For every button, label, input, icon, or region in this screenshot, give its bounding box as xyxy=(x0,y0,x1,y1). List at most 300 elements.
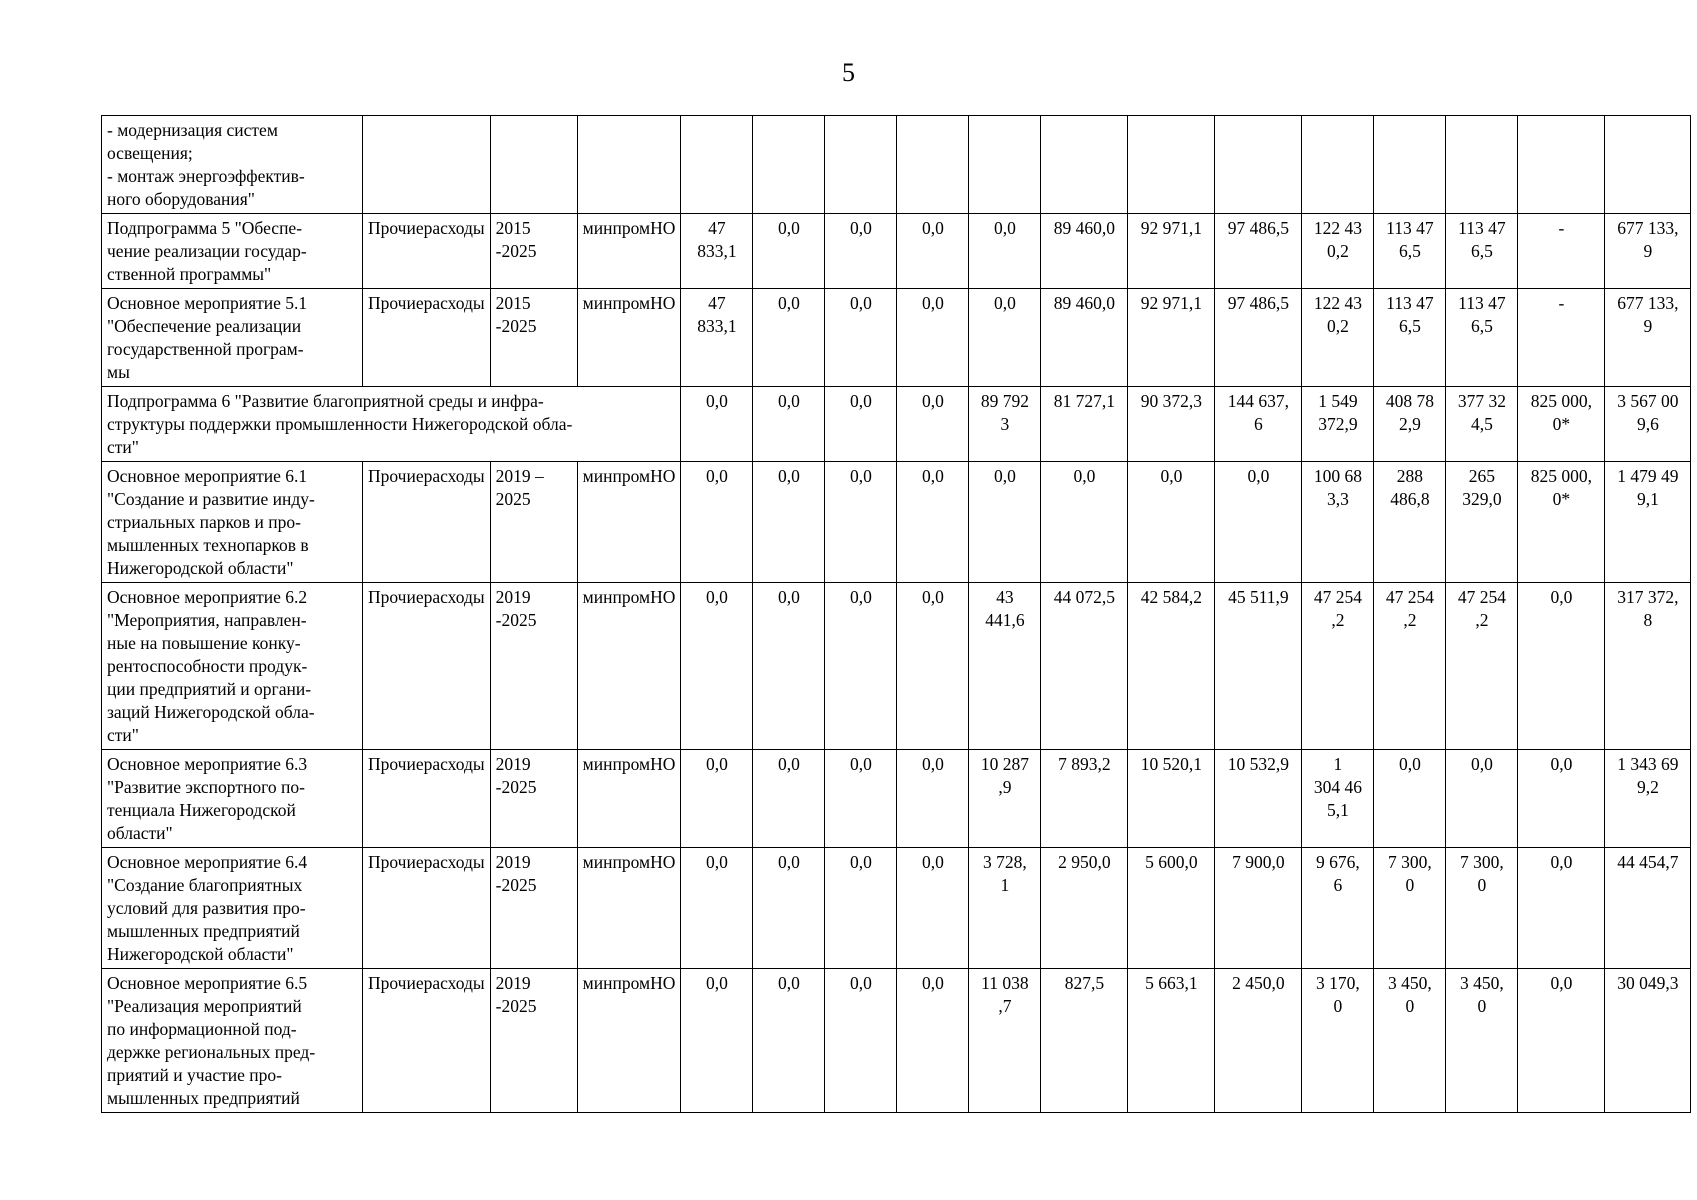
value-cell xyxy=(1605,848,1691,969)
value-cell-line: 89 792 xyxy=(980,391,1029,411)
value-cell xyxy=(1605,289,1691,387)
value-cell-line: 0,0 xyxy=(921,218,944,238)
value-cell xyxy=(897,462,969,583)
value-cell-line: 0,0 xyxy=(777,587,800,607)
row-name-cell-line: "Создание и развитие инду- xyxy=(107,489,315,509)
row-name-cell-line: сти" xyxy=(107,437,139,457)
expense-type-cell-line: расходы xyxy=(423,466,485,486)
value-cell-line: 5 600,0 xyxy=(1145,852,1198,872)
expense-type-cell xyxy=(363,583,491,750)
value-cell-line: 0,0 xyxy=(705,852,728,872)
value-cell-line: 122 43 xyxy=(1313,293,1362,313)
row-name-cell-line: по информационной под- xyxy=(107,1019,297,1039)
row-name-cell-line: "Создание благоприятных xyxy=(107,875,303,895)
value-cell-line: 317 372, xyxy=(1617,587,1679,607)
value-cell-line: 113 47 xyxy=(1458,293,1506,313)
table-row xyxy=(102,289,1691,387)
value-cell-line: 0,0 xyxy=(921,293,944,313)
value-cell-line: 6,5 xyxy=(1398,241,1421,261)
value-cell-line: 0,0 xyxy=(993,218,1016,238)
value-cell xyxy=(1041,848,1128,969)
value-cell xyxy=(1302,116,1374,214)
executor-cell-line: НО xyxy=(650,466,676,486)
value-cell xyxy=(1041,750,1128,848)
value-cell-line: - xyxy=(1558,218,1565,238)
row-name-cell-line: тенциала Нижегородской xyxy=(107,800,296,820)
value-cell xyxy=(1605,750,1691,848)
value-cell-line: 0,0 xyxy=(705,391,728,411)
value-cell xyxy=(1128,750,1215,848)
value-cell xyxy=(1518,214,1605,289)
value-cell-line: 7 900,0 xyxy=(1232,852,1285,872)
expense-type-cell-line: расходы xyxy=(423,973,485,993)
expense-type-cell-line: Прочие xyxy=(368,218,424,238)
row-name-cell xyxy=(102,583,363,750)
row-name-cell-line: области" xyxy=(107,823,173,843)
value-cell-line: 4,5 xyxy=(1470,414,1493,434)
value-cell-line: 0,0 xyxy=(849,754,872,774)
value-cell-line: 0,2 xyxy=(1326,241,1349,261)
value-cell xyxy=(1041,969,1128,1113)
expense-type-cell xyxy=(363,750,491,848)
row-name-cell-line: освещения; xyxy=(107,143,193,163)
value-cell-line: 0 xyxy=(1333,996,1343,1016)
value-cell xyxy=(1128,462,1215,583)
table-row xyxy=(102,583,1691,750)
row-name-cell-line: Подпрограмма 5 "Обеспе- xyxy=(107,218,303,238)
value-cell xyxy=(1446,116,1518,214)
value-cell-line: 833,1 xyxy=(697,316,737,336)
row-name-cell-line: "Реализация мероприятий xyxy=(107,996,302,1016)
value-cell xyxy=(1374,969,1446,1113)
value-cell-line: 0,0 xyxy=(993,293,1016,313)
value-cell xyxy=(1215,969,1302,1113)
value-cell xyxy=(1302,969,1374,1113)
row-name-cell-line: мышленных предприятий xyxy=(107,921,300,941)
value-cell-line: 6 xyxy=(1333,875,1343,895)
value-cell-line: 97 486,5 xyxy=(1227,218,1290,238)
value-cell-line: 0,0 xyxy=(705,466,728,486)
value-cell xyxy=(753,462,825,583)
value-cell-line: 1 343 69 xyxy=(1617,754,1679,774)
value-cell-line: 10 520,1 xyxy=(1140,754,1203,774)
executor-cell xyxy=(577,214,681,289)
value-cell-line: 10 532,9 xyxy=(1227,754,1290,774)
executor-cell xyxy=(577,969,681,1113)
expense-type-cell xyxy=(363,289,491,387)
value-cell-line: 0,0 xyxy=(1550,973,1573,993)
executor-cell-line: минпром xyxy=(582,973,651,993)
value-cell xyxy=(1215,214,1302,289)
value-cell xyxy=(1374,289,1446,387)
value-cell-line: 9 xyxy=(1643,241,1653,261)
value-cell-line: 89 460,0 xyxy=(1053,293,1116,313)
executor-cell xyxy=(577,750,681,848)
value-cell-line: 92 971,1 xyxy=(1140,293,1203,313)
period-cell-line: 2025 xyxy=(495,489,531,509)
budget-table xyxy=(101,115,1691,1113)
row-name-cell-line: "Развитие экспортного по- xyxy=(107,777,305,797)
row-name-cell-line: Основное мероприятие 5.1 xyxy=(107,293,308,313)
value-cell xyxy=(1446,387,1518,462)
value-cell-line: 90 372,3 xyxy=(1140,391,1203,411)
row-name-cell-line: мы xyxy=(107,362,130,382)
value-cell-line: 0,0 xyxy=(1398,754,1421,774)
value-cell-line: 100 68 xyxy=(1313,466,1362,486)
value-cell-line: 7 300, xyxy=(1460,852,1504,872)
value-cell xyxy=(1041,583,1128,750)
value-cell-line: 825 000, xyxy=(1530,466,1593,486)
executor-cell-line: НО xyxy=(650,852,676,872)
row-name-cell-line: чение реализации государ- xyxy=(107,241,307,261)
expense-type-cell-line: расходы xyxy=(423,852,485,872)
row-name-cell xyxy=(102,462,363,583)
value-cell-line: 5,1 xyxy=(1326,800,1349,820)
executor-cell-line: минпром xyxy=(582,754,651,774)
period-cell-line: 2025 xyxy=(501,610,537,630)
value-cell xyxy=(1374,214,1446,289)
value-cell xyxy=(825,387,897,462)
value-cell xyxy=(1446,750,1518,848)
period-cell-line: 2015 - xyxy=(495,293,531,336)
value-cell-line: 3 170, xyxy=(1316,973,1360,993)
value-cell xyxy=(1128,387,1215,462)
table-row xyxy=(102,214,1691,289)
value-cell xyxy=(1446,289,1518,387)
value-cell-line: 1 549 xyxy=(1318,391,1358,411)
value-cell xyxy=(897,848,969,969)
value-cell-line: 0* xyxy=(1552,489,1571,509)
expense-type-cell xyxy=(363,969,491,1113)
executor-cell-line: минпром xyxy=(582,587,651,607)
period-cell xyxy=(490,583,577,750)
row-name-cell xyxy=(102,116,363,214)
period-cell-line: 2019 - xyxy=(495,587,531,630)
value-cell-line: 3,3 xyxy=(1326,489,1349,509)
value-cell-line: 486,8 xyxy=(1390,489,1430,509)
value-cell xyxy=(1215,583,1302,750)
executor-cell-line: минпром xyxy=(582,466,651,486)
value-cell-line: 113 47 xyxy=(1386,218,1434,238)
value-cell-line: 0,0 xyxy=(849,973,872,993)
value-cell-line: 441,6 xyxy=(985,610,1025,630)
value-cell-line: 0* xyxy=(1552,414,1571,434)
value-cell-line: 1 479 49 xyxy=(1617,466,1679,486)
period-cell-line: 2025 xyxy=(501,241,537,261)
value-cell xyxy=(825,214,897,289)
table-row xyxy=(102,462,1691,583)
value-cell xyxy=(969,848,1041,969)
value-cell xyxy=(825,462,897,583)
value-cell xyxy=(1302,462,1374,583)
expense-type-cell-line: расходы xyxy=(423,754,485,774)
row-name-cell-line: Основное мероприятие 6.3 xyxy=(107,754,308,774)
period-cell-line: 2019 - xyxy=(495,754,531,797)
period-cell xyxy=(490,848,577,969)
period-cell xyxy=(490,969,577,1113)
value-cell-line: 0,0 xyxy=(921,852,944,872)
value-cell xyxy=(1374,462,1446,583)
table-row xyxy=(102,750,1691,848)
value-cell-line: 44 454,7 xyxy=(1617,852,1679,872)
value-cell-line: 0,0 xyxy=(849,218,872,238)
value-cell xyxy=(1605,462,1691,583)
period-cell-line: 2019 - xyxy=(495,852,531,895)
period-cell-line: 2015 - xyxy=(495,218,531,261)
table-row xyxy=(102,387,1691,462)
value-cell-line: 81 727,1 xyxy=(1053,391,1116,411)
row-name-cell-line: Основное мероприятие 6.5 xyxy=(107,973,308,993)
value-cell-line: 677 133, xyxy=(1617,293,1679,313)
value-cell-line: 6,5 xyxy=(1470,241,1493,261)
row-name-cell-line: держке региональных пред- xyxy=(107,1042,316,1062)
value-cell xyxy=(969,214,1041,289)
value-cell-line: 5 663,1 xyxy=(1145,973,1198,993)
row-name-cell-line: сти" xyxy=(107,725,139,745)
value-cell xyxy=(825,848,897,969)
value-cell xyxy=(1446,969,1518,1113)
value-cell-line: 0 xyxy=(1405,875,1415,895)
value-cell xyxy=(897,750,969,848)
row-name-cell-line: структуры поддержки промышленности Нижегородской обла- xyxy=(107,414,573,434)
value-cell-line: ,2 xyxy=(1403,610,1417,630)
value-cell-line: 1 xyxy=(1000,875,1010,895)
value-cell-line: 89 460,0 xyxy=(1053,218,1116,238)
value-cell xyxy=(1446,462,1518,583)
value-cell xyxy=(1128,289,1215,387)
value-cell xyxy=(1215,289,1302,387)
value-cell xyxy=(1518,750,1605,848)
executor-cell-line: минпром xyxy=(582,218,651,238)
value-cell-line: 0,0 xyxy=(1550,754,1573,774)
executor-cell xyxy=(577,848,681,969)
expense-type-cell-line: расходы xyxy=(423,587,485,607)
value-cell-line: 827,5 xyxy=(1064,973,1105,993)
executor-cell-line: НО xyxy=(650,218,676,238)
row-name-cell-line: стриальных парков и про- xyxy=(107,512,301,532)
value-cell xyxy=(1518,969,1605,1113)
value-cell-line: 47 xyxy=(708,293,726,313)
executor-cell-line: НО xyxy=(650,973,676,993)
value-cell xyxy=(897,214,969,289)
value-cell-line: 3 450, xyxy=(1388,973,1432,993)
value-cell-line: 3 728, xyxy=(983,852,1027,872)
value-cell xyxy=(1518,462,1605,583)
value-cell-line: 0,0 xyxy=(777,391,800,411)
value-cell xyxy=(1302,214,1374,289)
value-cell xyxy=(825,583,897,750)
expense-type-cell-line: Прочие xyxy=(368,973,424,993)
value-cell xyxy=(1518,583,1605,750)
row-name-cell-line: "Обеспечение реализации xyxy=(107,316,302,336)
expense-type-cell-line: Прочие xyxy=(368,587,424,607)
value-cell xyxy=(1374,750,1446,848)
value-cell xyxy=(1446,848,1518,969)
value-cell-line: ,9 xyxy=(998,777,1012,797)
value-cell-line: 47 xyxy=(708,218,726,238)
row-name-cell-line: "Мероприятия, направлен- xyxy=(107,610,307,630)
expense-type-cell xyxy=(363,214,491,289)
value-cell-line: 8 xyxy=(1643,610,1653,630)
value-cell-line: 2 450,0 xyxy=(1232,973,1285,993)
row-name-cell-line: Основное мероприятие 6.1 xyxy=(107,466,308,486)
value-cell-line: 0,0 xyxy=(921,391,944,411)
value-cell xyxy=(1128,969,1215,1113)
value-cell xyxy=(681,750,753,848)
value-cell xyxy=(681,583,753,750)
period-cell-line: 2025 xyxy=(501,316,537,336)
executor-cell xyxy=(577,289,681,387)
value-cell-line: 0,0 xyxy=(849,466,872,486)
value-cell xyxy=(681,289,753,387)
row-name-cell-line: Нижегородской области" xyxy=(107,558,294,578)
value-cell xyxy=(1041,462,1128,583)
value-cell xyxy=(1215,462,1302,583)
value-cell-line: 7 893,2 xyxy=(1058,754,1111,774)
row-name-cell xyxy=(102,848,363,969)
period-cell xyxy=(490,462,577,583)
value-cell-line: ,2 xyxy=(1475,610,1489,630)
period-cell-line: 2025 xyxy=(501,777,537,797)
value-cell xyxy=(1041,116,1128,214)
value-cell xyxy=(753,116,825,214)
row-name-cell-line: заций Нижегородской обла- xyxy=(107,702,315,722)
value-cell xyxy=(1518,848,1605,969)
value-cell xyxy=(1605,116,1691,214)
value-cell xyxy=(1446,583,1518,750)
executor-cell-line: минпром xyxy=(582,293,651,313)
value-cell xyxy=(969,289,1041,387)
executor-cell xyxy=(577,583,681,750)
value-cell xyxy=(897,289,969,387)
value-cell xyxy=(897,387,969,462)
period-cell xyxy=(490,116,577,214)
value-cell-line: 3 xyxy=(1000,414,1010,434)
row-name-cell-line: - модернизация систем xyxy=(107,120,278,140)
row-name-cell-line: рентоспособности продук- xyxy=(107,656,308,676)
row-name-cell xyxy=(102,214,363,289)
row-name-cell-line: ственной программы" xyxy=(107,264,272,284)
value-cell-line: 677 133, xyxy=(1617,218,1679,238)
table-row xyxy=(102,848,1691,969)
value-cell-line: 47 254 xyxy=(1457,587,1506,607)
value-cell xyxy=(1128,214,1215,289)
value-cell xyxy=(969,387,1041,462)
expense-type-cell-line: Прочие xyxy=(368,754,424,774)
row-name-cell-line: Основное мероприятие 6.2 xyxy=(107,587,308,607)
value-cell xyxy=(1302,289,1374,387)
value-cell-line: 329,0 xyxy=(1462,489,1502,509)
value-cell-line: 304 46 xyxy=(1313,777,1362,797)
value-cell xyxy=(1374,387,1446,462)
value-cell-line: 0,0 xyxy=(1470,754,1493,774)
value-cell xyxy=(753,969,825,1113)
value-cell-line: 0,0 xyxy=(1247,466,1270,486)
value-cell-line: 0,0 xyxy=(1160,466,1183,486)
value-cell-line: 265 xyxy=(1468,466,1496,486)
value-cell xyxy=(825,289,897,387)
value-cell-line: 1 xyxy=(1333,754,1343,774)
row-name-cell-line: - монтаж энергоэффектив- xyxy=(107,166,305,186)
value-cell-line: 122 43 xyxy=(1313,218,1362,238)
row-name-cell-line: ции предприятий и органи- xyxy=(107,679,312,699)
value-cell xyxy=(969,969,1041,1113)
value-cell-line: ,7 xyxy=(998,996,1012,1016)
value-cell-line: 11 038 xyxy=(981,973,1029,993)
row-name-cell-line: приятий и участие про- xyxy=(107,1065,282,1085)
value-cell xyxy=(1374,848,1446,969)
row-name-cell-line: Подпрограмма 6 "Развитие благоприятной среды и инфра- xyxy=(107,391,544,411)
value-cell xyxy=(1215,116,1302,214)
expense-type-cell-line: Прочие xyxy=(368,466,424,486)
row-name-cell-line: Нижегородской области" xyxy=(107,944,294,964)
value-cell xyxy=(1041,289,1128,387)
page-number: 5 xyxy=(842,58,855,87)
row-name-cell-line: ные на повышение конку- xyxy=(107,633,301,653)
value-cell xyxy=(969,583,1041,750)
value-cell-line: 288 xyxy=(1396,466,1424,486)
value-cell-line: 97 486,5 xyxy=(1227,293,1290,313)
value-cell-line: 92 971,1 xyxy=(1140,218,1203,238)
value-cell-line: 0,0 xyxy=(849,293,872,313)
value-cell-line: 113 47 xyxy=(1386,293,1434,313)
row-name-cell-line: государственной програм- xyxy=(107,339,304,359)
value-cell-line: 3 450, xyxy=(1460,973,1504,993)
value-cell xyxy=(753,289,825,387)
expense-type-cell-line: расходы xyxy=(423,293,485,313)
value-cell xyxy=(969,750,1041,848)
row-name-cell-line: условий для развития про- xyxy=(107,898,306,918)
value-cell-line: 144 637, xyxy=(1227,391,1290,411)
value-cell-line: 0,0 xyxy=(849,852,872,872)
value-cell xyxy=(1302,387,1374,462)
value-cell xyxy=(753,750,825,848)
value-cell-line: 0,0 xyxy=(849,391,872,411)
value-cell-line: 47 254 xyxy=(1313,587,1362,607)
executor-cell-line: НО xyxy=(650,754,676,774)
value-cell-line: 833,1 xyxy=(697,241,737,261)
value-cell-line: 9,1 xyxy=(1636,489,1659,509)
value-cell xyxy=(681,969,753,1113)
period-cell-line: 2019 – xyxy=(495,466,544,486)
value-cell xyxy=(1605,214,1691,289)
row-name-cell-line: мышленных предприятий xyxy=(107,1088,300,1108)
value-cell xyxy=(897,583,969,750)
executor-cell-line: НО xyxy=(650,587,676,607)
value-cell xyxy=(1446,214,1518,289)
value-cell-line: 113 47 xyxy=(1458,218,1506,238)
expense-type-cell-line: Прочие xyxy=(368,293,424,313)
value-cell-line: 0,0 xyxy=(921,466,944,486)
value-cell-line: ,2 xyxy=(1331,610,1345,630)
value-cell-line: 0,0 xyxy=(1550,852,1573,872)
expense-type-cell xyxy=(363,848,491,969)
table-row xyxy=(102,969,1691,1113)
value-cell xyxy=(1041,387,1128,462)
value-cell xyxy=(753,848,825,969)
value-cell xyxy=(753,387,825,462)
value-cell-line: 30 049,3 xyxy=(1617,973,1679,993)
value-cell xyxy=(1605,387,1691,462)
value-cell-line: 0,2 xyxy=(1326,316,1349,336)
period-cell xyxy=(490,214,577,289)
value-cell xyxy=(1374,116,1446,214)
table-row xyxy=(102,116,1691,214)
value-cell-line: 42 584,2 xyxy=(1140,587,1203,607)
value-cell-line: 0 xyxy=(1405,996,1415,1016)
period-cell-line: 2019 - xyxy=(495,973,531,1016)
row-name-cell xyxy=(102,750,363,848)
